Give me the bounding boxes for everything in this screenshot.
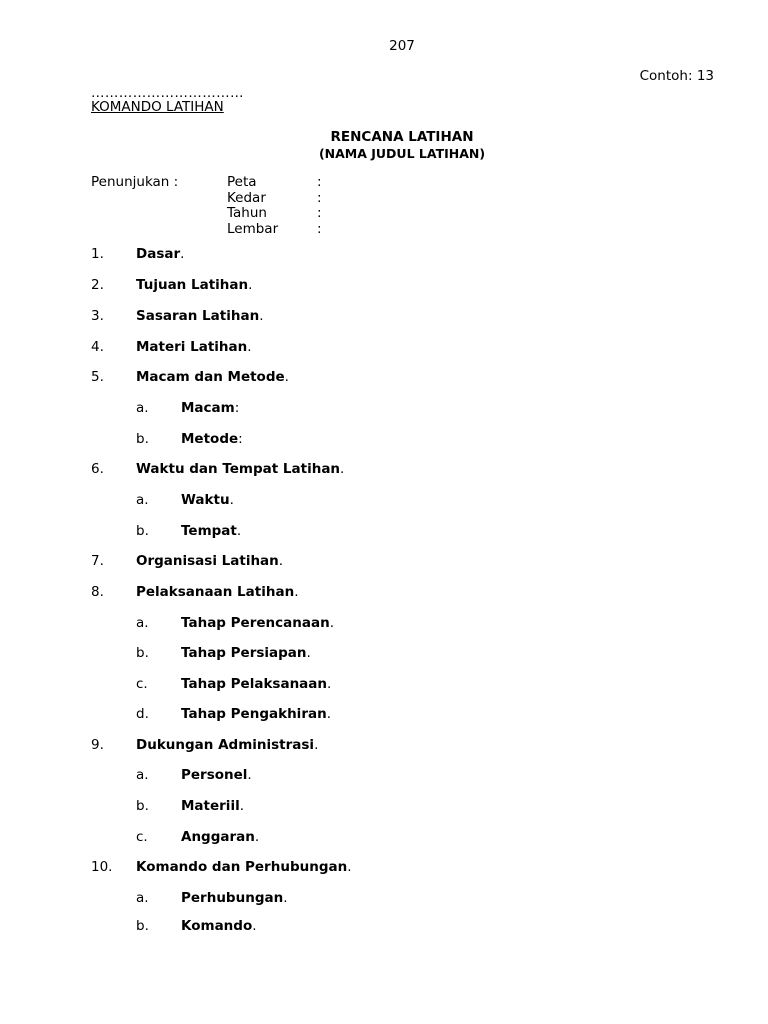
section-punct: . [340,461,345,477]
subsection-letter: a. [136,615,149,631]
subsection-heading: Metode [181,431,239,447]
subsection-punct: . [247,767,252,783]
unit-name: KOMANDO LATIHAN [91,99,224,115]
section-heading: Dasar [136,246,181,262]
subsection-heading: Tahap Perencanaan [181,615,330,631]
subsection-letter: c. [136,829,148,845]
subsection-letter: b. [136,798,149,814]
subsection-letter: a. [136,890,149,906]
subsection-letter: a. [136,492,149,508]
subsection-punct: . [252,918,257,934]
subsection-heading: Tahap Pelaksanaan [181,676,328,692]
subsection-heading: Tempat [181,523,237,539]
section-punct: . [180,246,185,262]
subsection-heading: Anggaran [181,829,255,845]
subsection-letter: b. [136,918,149,934]
subsection-punct: : [238,431,243,447]
subsection-letter: b. [136,523,149,539]
section-heading: Macam dan Metode [136,369,285,385]
subsection-punct: . [254,829,260,845]
section-number: 3. [91,308,104,324]
subsection-heading: Tahap Pengakhiran [181,706,327,722]
reference-key: Tahun [227,205,267,221]
section-heading: Komando dan Perhubungan [136,859,348,875]
subsection-heading: Tahap Persiapan [181,645,307,661]
section-number: 9. [91,737,104,753]
section-number: 6. [91,461,104,477]
subsection-letter: b. [136,645,149,661]
page-number: 207 [389,38,415,54]
reference-label: Penunjukan : [91,174,179,190]
section-heading: Pelaksanaan Latihan [136,584,295,600]
subsection-letter: c. [136,676,148,692]
subsection-letter: a. [136,767,149,783]
reference-key: Peta [227,174,257,190]
section-number: 8. [91,584,104,600]
subsection-punct: . [229,492,234,508]
subsection-punct: . [326,706,331,722]
subsection-heading: Materiil [181,798,240,814]
section-heading: Waktu dan Tempat Latihan [136,461,341,477]
subsection-heading: Macam [181,400,235,416]
section-punct: . [347,859,352,875]
subsection-punct: . [329,615,334,631]
section-punct: . [284,369,289,385]
section-heading: Organisasi Latihan [136,553,279,569]
section-punct: . [278,553,284,569]
subsection-punct: . [236,523,242,539]
section-number: 5. [91,369,104,385]
subsection-heading: Perhubungan [181,890,284,906]
section-punct: . [247,339,252,355]
section-number: 4. [91,339,104,355]
section-number: 7. [91,553,104,569]
subsection-heading: Komando [181,918,253,934]
section-number: 1. [91,246,104,262]
subsection-letter: b. [136,431,149,447]
section-heading: Dukungan Administrasi [136,737,315,753]
example-reference: Contoh: 13 [639,68,714,84]
document-title: RENCANA LATIHAN [330,129,474,145]
section-heading: Tujuan Latihan [136,277,249,293]
subsection-punct: . [327,676,332,692]
subsection-letter: a. [136,400,149,416]
subsection-heading: Waktu [181,492,230,508]
section-number: 2. [91,277,104,293]
document-subtitle: (NAMA JUDUL LATIHAN) [318,146,486,161]
section-heading: Materi Latihan [136,339,248,355]
subsection-punct: . [306,645,311,661]
section-heading: Sasaran Latihan [136,308,260,324]
reference-colon: : [317,221,322,237]
section-punct: . [248,277,253,293]
reference-key: Kedar [227,190,266,206]
subsection-punct: . [283,890,288,906]
reference-colon: : [317,174,322,190]
subsection-punct: . [239,798,244,814]
reference-key: Lembar [227,221,279,237]
unit-dotted-placeholder: …………………………… [91,85,244,101]
subsection-heading: Personel [181,767,248,783]
section-punct: . [294,584,299,600]
reference-colon: : [317,190,322,206]
reference-colon: : [317,205,322,221]
section-number: 10. [91,859,113,875]
section-punct: . [259,308,264,324]
section-punct: . [314,737,319,753]
subsection-letter: d. [136,706,149,722]
subsection-punct: : [234,400,240,416]
